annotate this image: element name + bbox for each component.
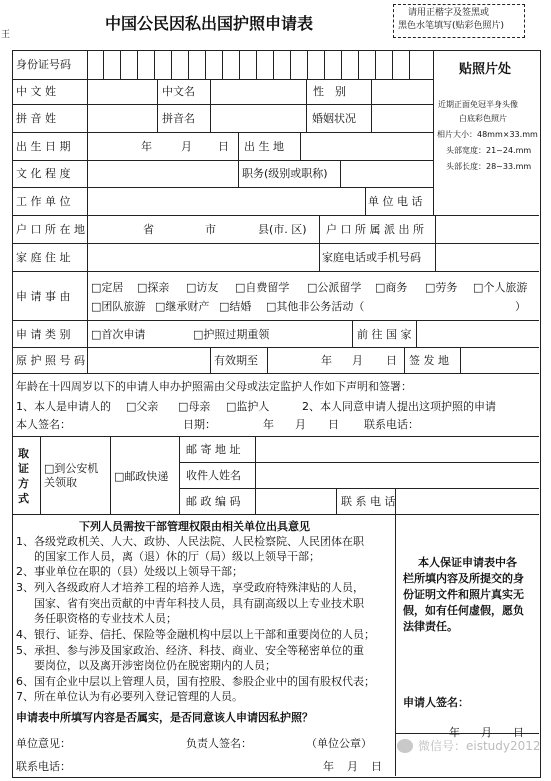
- purpose-self-funded-study-checkbox[interactable]: □ 自费留学: [235, 281, 289, 294]
- guardian-year-label: 年: [263, 418, 274, 431]
- cn-name-label: 中文名: [162, 85, 195, 98]
- valid-until-label: 有效期至: [214, 354, 258, 367]
- declaration-month-label: 月: [481, 726, 492, 739]
- declaration-line2: 栏所填内容及所提交的身: [403, 572, 524, 585]
- side-mark: 王: [1, 30, 11, 40]
- province-label: 省: [143, 223, 154, 236]
- declaration-line5: 法律责任。: [403, 620, 458, 633]
- cn-surname-label: 中 文 姓: [16, 85, 56, 98]
- declaration-year-label: 年: [449, 726, 460, 739]
- mail-address-label: 邮 寄 地 址: [186, 443, 241, 456]
- purpose-business-checkbox[interactable]: □ 商务: [375, 281, 407, 294]
- marital-label: 婚姻状况: [312, 112, 356, 125]
- county-label: 县(市. 区): [258, 223, 307, 236]
- photo-req-line3: 相片大小：48mm×33.mm: [437, 130, 538, 139]
- pickup-mail-checkbox[interactable]: □ 邮政快递: [114, 470, 168, 483]
- opinion-item-1b: 的国家工作人员，离（退）休的厅（局）级以上领导干部；: [34, 550, 320, 563]
- purpose-public-study-checkbox[interactable]: □ 公派留学: [307, 281, 361, 294]
- education-label: 文 化 程 度: [16, 167, 71, 180]
- photo-req-line5: 头部长度：28~33.mm: [446, 162, 532, 171]
- opinion-item-4: 4、银行、证券、信托、保险等金融机构中层以上干部和重要岗位的人员；: [16, 628, 375, 641]
- guardian-guardian-checkbox[interactable]: □ 监护人: [226, 400, 269, 413]
- guardian-mother-checkbox[interactable]: □ 母亲: [178, 400, 210, 413]
- id-number-label: 身份证号码: [16, 58, 71, 71]
- opinion-title: 下列人员需按干部管理权限由相关单位出具意见: [79, 520, 310, 533]
- opinion-item-3a: 3、列入各级政府人才培养工程的培养人选，享受政府特殊津贴的人员，: [16, 581, 364, 594]
- opinion-question: 申请表中所填写内容是否属实，是否同意该人申请因私护照？: [16, 711, 313, 724]
- category-first-checkbox[interactable]: □ 首次申请: [91, 328, 145, 341]
- recipient-label: 收件人姓名: [186, 469, 241, 482]
- guardian-father-checkbox[interactable]: □ 父亲: [126, 400, 158, 413]
- purpose-visit-relatives-checkbox[interactable]: □ 探亲: [137, 281, 169, 294]
- old-passport-label: 原 护 照 号 码: [16, 354, 85, 367]
- gender-label: 性 别: [313, 85, 346, 98]
- position-label: 职务(级别或职称): [242, 167, 328, 180]
- zip-label: 邮 政 编 码: [186, 495, 241, 508]
- photo-req-line4: 头部宽度：21~24.mm: [446, 146, 532, 155]
- guardian-day-label: 日: [328, 418, 339, 431]
- declaration-line3: 份证明文件和照片真实无: [403, 588, 524, 601]
- destination-label: 前 往 国 家: [357, 328, 412, 341]
- purpose-visit-friends-checkbox[interactable]: □ 访友: [186, 281, 218, 294]
- birth-year-label: 年: [141, 140, 152, 153]
- valid-day-label: 日: [386, 354, 397, 367]
- opinion-contact-label: 联系电话：: [16, 760, 71, 773]
- opinion-item-5b: 要岗位，以及离开涉密岗位仍在脱密期内的人员；: [34, 659, 276, 672]
- wechat-watermark-icon: [397, 739, 413, 753]
- watermark-text: 微信号：eistudy2012: [418, 739, 541, 753]
- opinion-item-5a: 5、承担、参与涉及国家政治、经济、科技、商业、安全等秘密单位的重: [16, 644, 364, 657]
- declaration-line4: 假，如有任何虚假，愿负: [403, 604, 524, 617]
- home-phone-label: 家庭电话或手机号码: [322, 251, 421, 264]
- birth-day-label: 日: [218, 140, 229, 153]
- responsible-sign-label: 负责人签名：: [186, 737, 252, 750]
- hukou-label: 户 口 所 在 地: [16, 223, 85, 236]
- purpose-other-close: ）: [515, 300, 526, 313]
- valid-month-label: 月: [352, 354, 363, 367]
- purpose-group-tour-checkbox[interactable]: □ 团队旅游: [91, 300, 145, 313]
- category-label: 申 请 类 别: [16, 328, 71, 341]
- purpose-inheritance-checkbox[interactable]: □ 继承财产: [155, 300, 209, 313]
- employer-label: 工 作 单 位: [16, 195, 71, 208]
- purpose-other-checkbox[interactable]: □ 其他非公务活动（: [266, 300, 364, 313]
- declaration-day-label: 日: [513, 726, 524, 739]
- purpose-label: 申 请 事 由: [16, 290, 71, 303]
- opinion-item-2: 2、事业单位在职的（县）处级以上领导干部；: [16, 565, 243, 578]
- category-expired-checkbox[interactable]: □ 护照过期重领: [193, 328, 269, 341]
- photo-req-line2: 白底彩色照片: [459, 114, 507, 123]
- pickup-police-checkbox[interactable]: □ 到公安机关领取: [44, 462, 108, 490]
- opinion-year-label: 年: [323, 760, 334, 773]
- declaration-line1: 本人保证申请表中各: [418, 556, 517, 569]
- purpose-personal-tour-checkbox[interactable]: □ 个人旅游: [473, 281, 527, 294]
- form-title: 中国公民因私出国护照申请表: [105, 14, 314, 33]
- birth-date-label: 出 生 日 期: [16, 140, 71, 153]
- purpose-labor-checkbox[interactable]: □ 劳务: [425, 281, 457, 294]
- guardian-sign-label: 本人签名：: [16, 418, 71, 431]
- opinion-item-3c: 务任职资格的专业技术人员；: [34, 612, 177, 625]
- police-station-label: 户 口 所 属 派 出 所: [326, 223, 424, 236]
- purpose-settle-checkbox[interactable]: □ 定居: [91, 281, 123, 294]
- home-address-label: 家 庭 住 址: [16, 251, 71, 264]
- unit-opinion-label: 单位意见：: [16, 737, 71, 750]
- guardian-intro: 年龄在十四周岁以下的申请人申办护照需由父母或法定监护人作如下声明和签署：: [16, 380, 412, 393]
- birth-place-label: 出 生 地: [244, 140, 284, 153]
- opinion-item-1a: 1、各级党政机关、人大、政协、人民法院、人民检察院、人民团体在职: [16, 535, 364, 548]
- photo-box-title: 贴照片处: [459, 62, 512, 77]
- opinion-day-label: 日: [371, 760, 382, 773]
- opinion-item-6: 6、国有企业中层以上管理人员，国有控股、参股企业中的国有股权代表；: [16, 675, 375, 688]
- guardian-line2: 2、本人同意申请人提出这项护照的申请: [302, 400, 496, 413]
- py-name-label: 拼音名: [162, 112, 195, 125]
- photo-req-line1: 近期正面免冠半身头像: [438, 100, 518, 109]
- issued-at-label: 签 发 地: [409, 354, 449, 367]
- py-surname-label: 拼 音 姓: [16, 112, 56, 125]
- opinion-month-label: 月: [347, 760, 358, 773]
- guardian-date-label: 日期：: [183, 418, 216, 431]
- guardian-line1: 1、本人是申请人的: [16, 400, 111, 413]
- opinion-item-7: 7、所在单位认为有必要列入登记管理的人员。: [16, 690, 243, 703]
- pickup-phone-label: 联 系 电 话: [341, 495, 396, 508]
- valid-year-label: 年: [321, 354, 332, 367]
- pickup-method-title: 取证方式: [18, 447, 29, 505]
- applicant-sign-label: 申请人签名：: [403, 696, 469, 709]
- city-label: 市: [205, 223, 216, 236]
- birth-month-label: 月: [181, 140, 192, 153]
- instruction-note-line1: 请用正楷字及签黑或: [408, 8, 490, 18]
- opinion-item-3b: 国家、省有突出贡献的中青年科技人员，具有副高级以上专业技术职: [34, 597, 364, 610]
- purpose-marriage-checkbox[interactable]: □ 结婚: [219, 300, 251, 313]
- unit-seal-label: （单位公章）: [306, 737, 372, 750]
- instruction-note-line2: 黑色水笔填写(贴彩色照片): [398, 21, 505, 31]
- guardian-phone-label: 联系电话：: [364, 418, 419, 431]
- guardian-month-label: 月: [295, 418, 306, 431]
- work-phone-label: 单 位 电 话: [368, 195, 423, 208]
